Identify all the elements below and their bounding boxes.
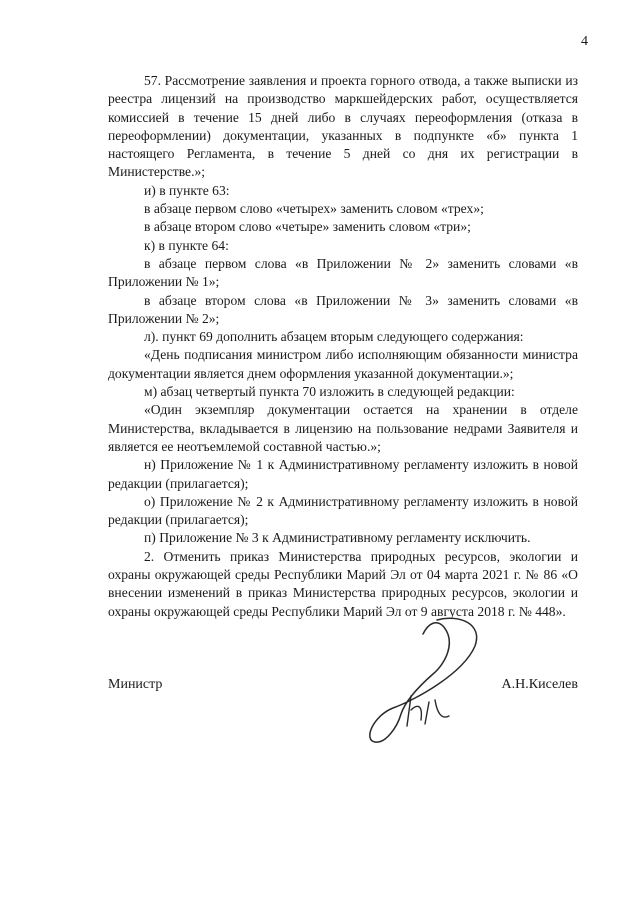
paragraph-item-o: о) Приложение № 2 к Административному регламенту изложить в новой редакции (прилагается); bbox=[108, 493, 578, 528]
paragraph-item-m-quote: «Один экземпляр документации остается на хранении в отделе Министерства, вкладывается в лицензию на пользование недрами Заявителя и является ее неотъемлемой составной частью.»; bbox=[108, 402, 578, 454]
paragraph-item-k-1: в абзаце первом слова «в Приложении № 2» заменить словами «в Приложении № 1»; bbox=[108, 255, 578, 290]
document-body bbox=[108, 72, 578, 621]
signature-row bbox=[108, 676, 578, 696]
paragraph-item-i-2: в абзаце втором слово «четыре» заменить словом «три»; bbox=[144, 219, 471, 235]
paragraph-item-k-2: в абзаце втором слова «в Приложении № 3» заменить словами «в Приложении № 2»; bbox=[108, 292, 578, 326]
paragraph-item-l: л). пункт 69 дополнить абзацем вторым следующего содержания: bbox=[144, 329, 524, 345]
paragraph-item-l-quote: «День подписания министром либо исполняющим обязанности министра документации является днем оформления указанной документации.»; bbox=[108, 347, 578, 381]
page-number: 4 bbox=[581, 34, 588, 49]
paragraph-item-p: п) Приложение № 3 к Административному регламенту исключить. bbox=[144, 530, 531, 546]
signatory-title: Министр bbox=[108, 677, 163, 692]
signatory-name: А.Н.Киселев bbox=[501, 677, 578, 692]
paragraph-item-i: и) в пункте 63: bbox=[144, 182, 230, 198]
paragraph-item-n: н) Приложение № 1 к Административному регламенту изложить в новой редакции (прилагается); bbox=[108, 457, 578, 491]
paragraph-57: 57. Рассмотрение заявления и проекта горного отвода, а также выписки из реестра лицензий на производство маркшейдерских работ, осуществляется комиссией в течение 15 дней либо в случаях переоформления (отказа в переоформлении) документации, указанных в подпункте «б» пункта 1 настоящего Регламента, в течение 5 дней со дня их регистрации в Министерстве.»; bbox=[108, 73, 578, 180]
paragraph-2: 2. Отменить приказ Министерства природных ресурсов, экологии и охраны окружающей среды Республики Марий Эл от 04 марта 2021 г. № 86 «О внесении изменений в приказ Министерства природных ресурсов, экологии и охраны окружающей среды Республики Марий Эл от 9 августа 2018 г. № 448». bbox=[108, 548, 578, 619]
paragraph-item-m: м) абзац четвертый пункта 70 изложить в следующей редакции: bbox=[144, 384, 515, 400]
paragraph-item-k: к) в пункте 64: bbox=[144, 237, 229, 253]
paragraph-item-i-1: в абзаце первом слово «четырех» заменить словом «трех»; bbox=[144, 201, 484, 217]
